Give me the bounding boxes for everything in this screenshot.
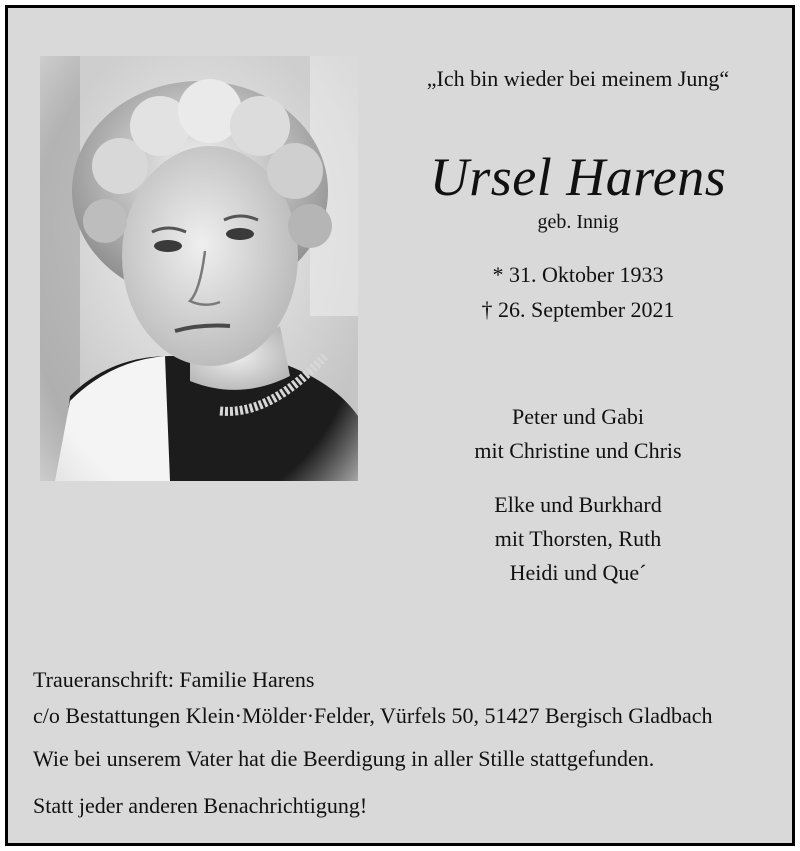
mourner-line: mit Thorsten, Ruth <box>494 526 662 551</box>
birth-date: * 31. Oktober 1933 <box>492 262 664 287</box>
obituary-notice <box>5 5 795 846</box>
address-line: c/o Bestattungen Klein·Mölder·Felder, Vürfels 50, 51427 Bergisch Gladbach <box>33 703 713 728</box>
portrait-photo <box>40 56 358 481</box>
closing-note: Statt jeder anderen Benachrichtigung! <box>33 793 368 818</box>
mourner-line: Peter und Gabi <box>512 404 644 429</box>
mourner-line: Elke und Burkhard <box>494 492 662 517</box>
mourner-line: mit Christine und Chris <box>474 438 682 463</box>
portrait-illustration <box>40 56 358 481</box>
death-date: † 26. September 2021 <box>481 297 675 322</box>
funeral-note: Wie bei unserem Vater hat die Beerdigung in aller Stille stattgefunden. <box>33 746 655 771</box>
quote: „Ich bin wieder bei meinem Jung“ <box>426 66 730 91</box>
mourner-line: Heidi und Que´ <box>509 560 647 585</box>
birth-name: geb. Innig <box>537 211 619 233</box>
address-label: Traueranschrift: Familie Harens <box>33 667 315 692</box>
mourner-group <box>368 488 788 590</box>
deceased-name: Ursel Harens <box>429 147 727 207</box>
mourners-list <box>368 400 788 610</box>
mourner-group <box>368 400 788 468</box>
